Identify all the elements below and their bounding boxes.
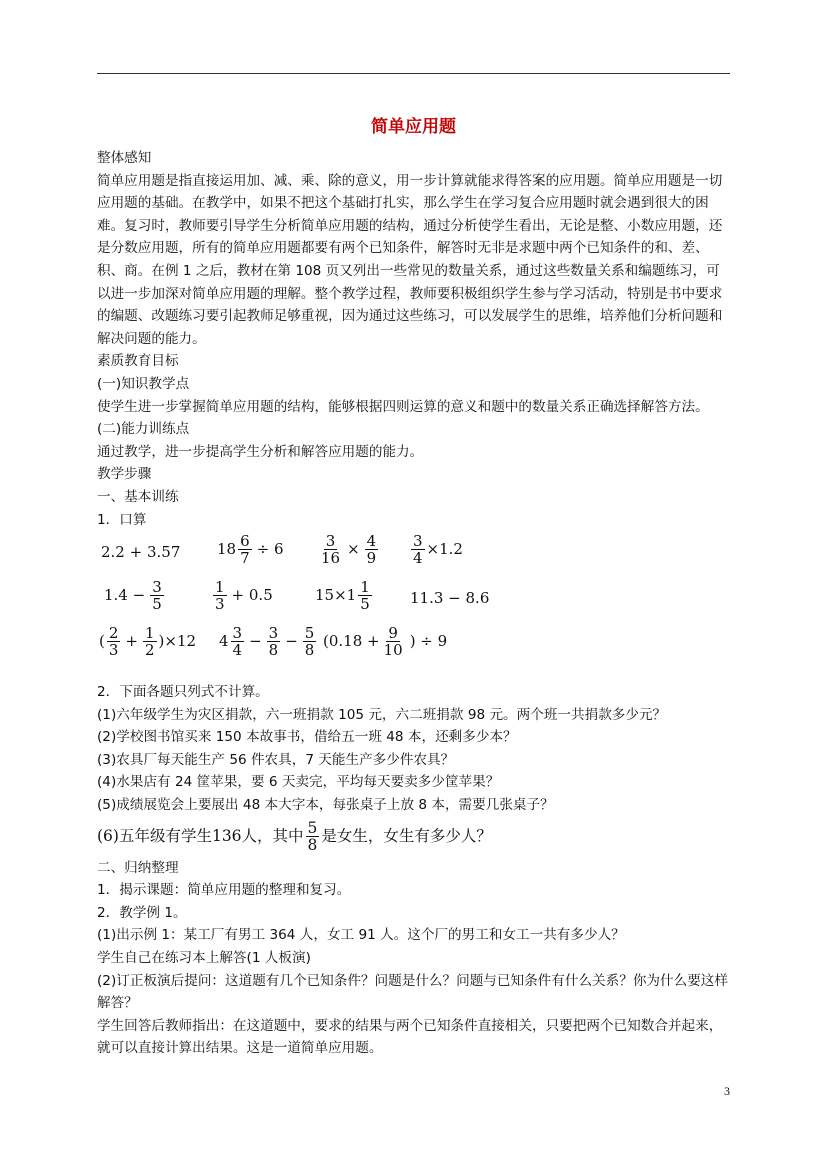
fraction: $\frac{3}{4}$ xyxy=(232,624,243,660)
list-item: (3)农具厂每天能生产 56 件农具，7 天能生产多少件农具？ xyxy=(97,751,455,768)
math-expression: 15×1 $\frac{1}{5}$ xyxy=(315,578,370,614)
fraction: $\frac{3}{5}$ xyxy=(152,578,162,614)
paragraph: 使学生进一步掌握简单应用题的结构，能够根据四则运算的意义和题中的数量关系正确选择解答方法。 xyxy=(97,398,709,415)
fraction: $\frac{1}{3}$ xyxy=(215,578,225,614)
math-expression: 2.2 + 3.57 xyxy=(101,543,181,562)
math-expression: (0.18 + $\frac{9}{10}$ ) ÷ 9 xyxy=(323,624,448,660)
fraction: $\frac{5}{8}$ xyxy=(307,819,318,855)
subheading: (二)能力训练点 xyxy=(97,421,190,438)
subheading: (一)知识教学点 xyxy=(97,375,190,392)
fraction: $\frac{4}{9}$ xyxy=(366,532,377,568)
header-rule xyxy=(97,73,730,74)
mental-math-grid xyxy=(97,531,733,681)
paragraph: 学生回答后教师指出：在这道题中，要求的结果与两个已知条件直接相关，只要把两个已知数合并起来，就可以直接计算出结果。这是一道简单应用题。 xyxy=(97,1017,723,1057)
fraction: $\frac{3}{4}$ xyxy=(413,532,423,568)
math-expression: $\frac{3}{16}$ × $\frac{4}{9}$ xyxy=(321,532,377,568)
paragraph: 简单应用题是指直接运用加、减、乘、除的意义，用一步计算就能求得答案的应用题。简单应用题是一切应用题的基础。在教学中，如果不把这个基础打扎实，那么学生在学习复合应用题时就会遇到很大的困难。复习时，教师要引导学生分析简单应用题的结构，通过分析使学生看出，无论是整、小数应用题，还是分数应用题，所有的简单应用题都要有两个已知条件，解答时无非是求题中两个已知条件的和、差、积、商。在例 1 之后，教材在第 108 页又列出一些常见的数量关系，通过这些数量关系和编题练习，可以进一步加深对简单应用题的理解。整个教学过程，教师要积极组织学生参与学习活动，特别是书中要求的编题、改题练习要引起教师足够重视，因为通过这些练习，可以发展学生的思维，培养他们分析问题和解决问题的能力。 xyxy=(97,172,723,347)
paragraph: 1．揭示课题：简单应用题的整理和复习。 xyxy=(97,882,351,899)
math-expression: $\frac{3}{4}$ ×1.2 xyxy=(413,532,463,568)
fraction: $\frac{1}{2}$ xyxy=(144,624,155,660)
math-expression: 1.4 − $\frac{3}{5}$ xyxy=(104,578,162,614)
section-heading: 整体感知 xyxy=(97,150,152,166)
paragraph: (1)出示例 1：某工厂有男工 364 人，女工 91 人。这个厂的男工和女工一共有多少人？ xyxy=(97,927,625,944)
list-item: (6)五年级有学生136人，其中 $\frac{5}{8}$ 是女生，女生有多少人？ xyxy=(97,819,492,855)
page-title: 简单应用题 xyxy=(371,117,456,137)
math-expression: 11.3 − 8.6 xyxy=(410,589,490,608)
fraction: $\frac{3}{8}$ xyxy=(268,624,279,660)
item-heading: 1．口算 xyxy=(97,511,147,528)
fraction: $\frac{1}{5}$ xyxy=(360,578,370,614)
part-heading: 二、归纳整理 xyxy=(97,859,179,876)
math-expression: 18 $\frac{6}{7}$ ÷ 6 xyxy=(217,532,284,568)
section-heading: 教学步骤 xyxy=(97,466,152,483)
list-item: (1)六年级学生为灾区捐款，六一班捐款 105 元，六二班捐款 98 元。两个班一共捐款多少元？ xyxy=(97,706,667,723)
part-heading: 一、基本训练 xyxy=(97,488,179,505)
paragraph: 通过教学，进一步提高学生分析和解答应用题的能力。 xyxy=(97,443,424,460)
page-number: 3 xyxy=(724,1084,730,1098)
list-item: (5)成绩展览会上要展出 48 本大字本，每张桌子上放 8 本，需要几张桌子？ xyxy=(97,797,554,814)
fraction: $\frac{3}{16}$ xyxy=(321,532,341,568)
paragraph: (2)订正板演后提问：这道题有几个已知条件？问题是什么？问题与已知条件有什么关系？你为什么要这样解答？ xyxy=(97,972,728,1012)
fraction: $\frac{2}{3}$ xyxy=(108,624,119,660)
document-body xyxy=(97,147,733,1060)
fraction: $\frac{6}{7}$ xyxy=(240,532,250,568)
item-heading: 2．下面各题只列式不计算。 xyxy=(97,684,269,701)
paragraph: 2．教学例 1。 xyxy=(97,904,187,921)
math-expression: ( $\frac{2}{3}$ + $\frac{1}{2}$ )×12 xyxy=(99,624,197,660)
math-expression: 4 $\frac{3}{4}$ − $\frac{3}{8}$ − $\frac{5}{8}$ xyxy=(219,624,315,660)
section-heading: 素质教育目标 xyxy=(97,353,179,370)
fraction: $\frac{9}{10}$ xyxy=(383,624,403,660)
fraction: $\frac{5}{8}$ xyxy=(304,624,315,660)
paragraph: 学生自己在练习本上解答(1 人板演) xyxy=(97,950,311,967)
math-expression: $\frac{1}{3}$ + 0.5 xyxy=(215,578,273,614)
list-item: (4)水果店有 24 筐苹果，要 6 天卖完，平均每天要卖多少筐苹果？ xyxy=(97,774,500,791)
list-item: (2)学校图书馆买来 150 本故事书，借给五一班 48 本，还剩多少本？ xyxy=(97,729,517,746)
